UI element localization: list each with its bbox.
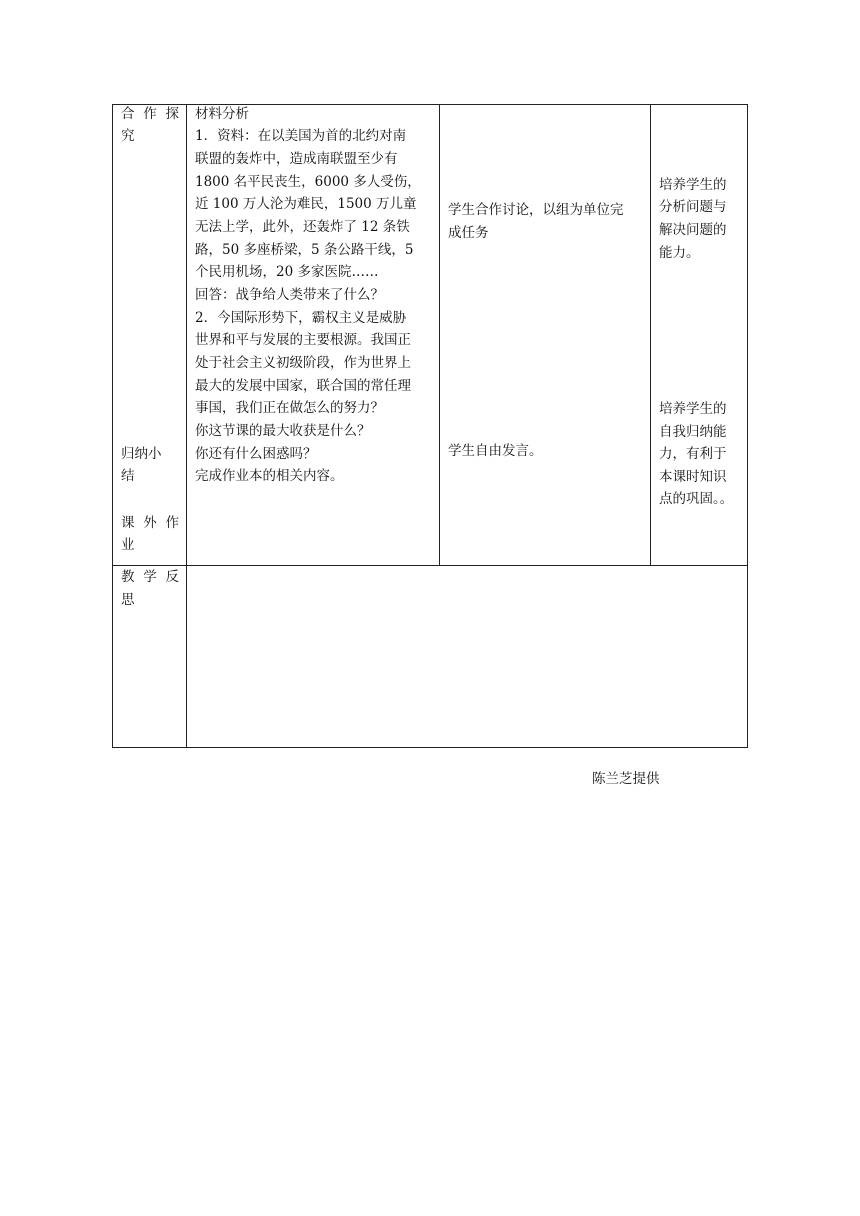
phase-label-homework: 课 外 作 <box>121 515 179 531</box>
content-item1-line: 联盟的轰炸中，造成南联盟至少有 <box>195 151 398 167</box>
table-bottom-border <box>112 747 748 748</box>
design-intent-2-line: 培养学生的 <box>659 401 727 417</box>
design-intent-1-line: 能力。 <box>659 245 700 261</box>
content-item2-line: 世界和平与发展的主要根源。我国正 <box>195 332 411 348</box>
content-item2-line: 最大的发展中国家，联合国的常任理 <box>195 378 411 394</box>
column-divider-2 <box>439 104 440 566</box>
design-intent-1-line: 解决问题的 <box>659 222 727 238</box>
content-item1-line: 1．资料：在以美国为首的北约对南 <box>195 128 407 144</box>
content-item1-line: 个民用机场，20 多家医院…… <box>195 264 379 280</box>
table-right-border <box>747 104 748 748</box>
design-intent-1-line: 分析问题与 <box>659 199 727 215</box>
content-item1-line: 路，50 多座桥梁，5 条公路干线，5 <box>195 242 414 258</box>
content-heading: 材料分析 <box>195 106 249 122</box>
summary-question-2: 你还有什么困惑吗？ <box>195 446 317 462</box>
design-intent-2-line: 本课时知识 <box>659 469 727 485</box>
design-intent-2-line: 自我归纳能 <box>659 424 727 440</box>
content-item2-line: 2．今国际形势下，霸权主义是威胁 <box>195 310 407 326</box>
content-item2-line: 处于社会主义初级阶段，作为世界上 <box>195 355 411 371</box>
reflection-label-2: 思 <box>121 592 135 608</box>
row-divider <box>112 565 748 566</box>
column-divider-3 <box>650 104 651 566</box>
phase-label-summary-2: 结 <box>121 468 135 484</box>
footer-credit: 陈兰芝提供 <box>592 771 660 787</box>
student-activity-2: 学生自由发言。 <box>448 443 543 459</box>
content-item1-line: 无法上学，此外，还轰炸了 12 条铁 <box>195 219 410 235</box>
column-divider-1 <box>186 104 187 748</box>
homework-text: 完成作业本的相关内容。 <box>195 468 344 484</box>
content-item1-line: 1800 名平民丧生，6000 多人受伤， <box>195 174 421 190</box>
phase-label-homework-2: 业 <box>121 537 135 553</box>
student-activity-1-2: 成任务 <box>448 225 489 241</box>
phase-label-summary: 归纳小 <box>121 446 162 462</box>
summary-question-1: 你这节课的最大收获是什么？ <box>195 423 371 439</box>
reflection-label: 教 学 反 <box>121 569 179 585</box>
design-intent-2-line: 力，有利于 <box>659 446 727 462</box>
design-intent-2-line: 点的巩固。。 <box>659 491 734 507</box>
student-activity-1: 学生合作讨论，以组为单位完 <box>448 202 624 218</box>
table-left-border <box>112 104 113 748</box>
content-item1-line: 近 100 万人沦为难民，1500 万儿童 <box>195 196 417 212</box>
phase-label-cooperation-2: 究 <box>121 128 135 144</box>
content-item2-line: 事国，我们正在做怎么的努力？ <box>195 400 384 416</box>
design-intent-1-line: 培养学生的 <box>659 177 727 193</box>
phase-label-cooperation: 合 作 探 <box>121 106 179 122</box>
content-question1: 回答：战争给人类带来了什么？ <box>195 287 384 303</box>
